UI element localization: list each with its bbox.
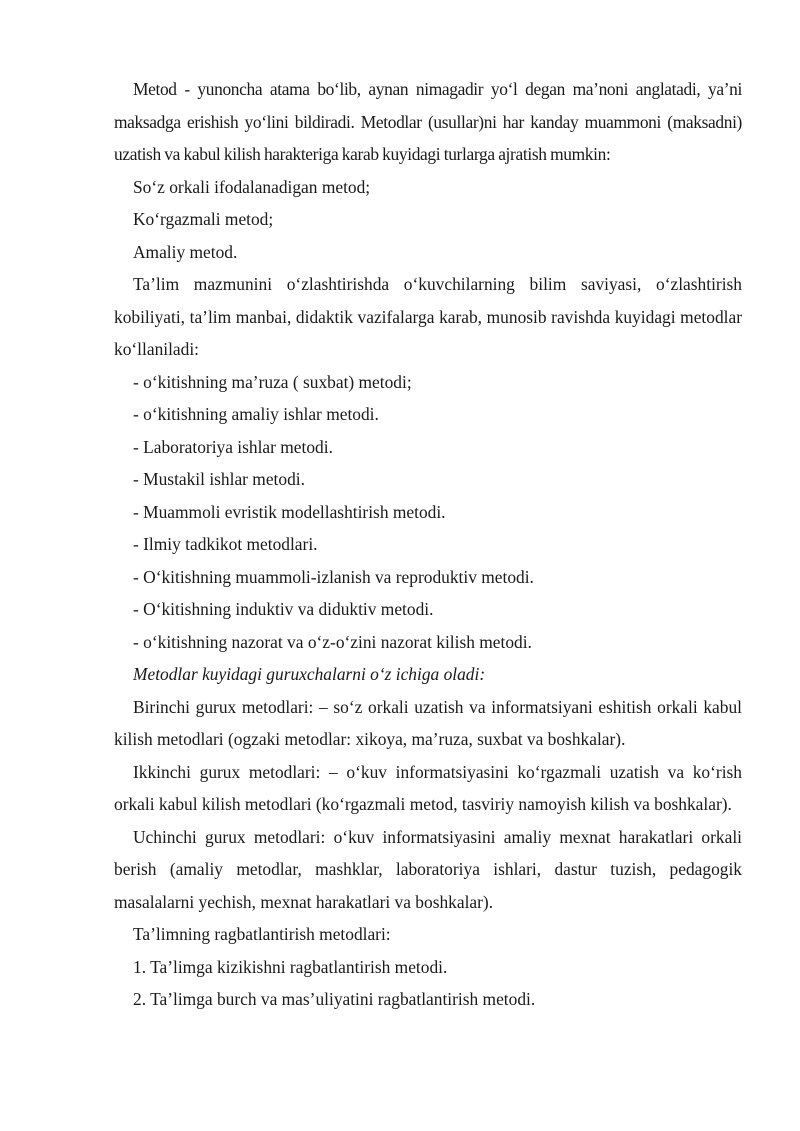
list-item-ilmiy-tadkikot: - Ilmiy tadkikot metodlari.	[133, 534, 318, 554]
document-page	[114, 73, 742, 1016]
list-item-method-verbal: So‘z orkali ifodalanadigan metod;	[133, 176, 371, 197]
list-item-method-visual: Ko‘rgazmali metod;	[133, 209, 274, 229]
list-item-induktiv: - O‘kitishning induktiv va diduktiv metodi.	[133, 599, 434, 619]
list-item-muammoli-evristik: - Muammoli evristik modellashtirish metodi.	[133, 501, 446, 522]
paragraph-ragbatlantirish-heading: Ta’limning ragbatlantirish metodlari:	[133, 924, 391, 944]
list-item-mustakil: - Mustakil ishlar metodi.	[133, 469, 305, 489]
list-item-muammoli-izlanish: - O‘kitishning muammoli-izlanish va reproduktiv metodi.	[133, 566, 534, 587]
subheading-guruxchalar: Metodlar kuyidagi guruxchalarni o‘z ichiga oladi:	[133, 664, 486, 684]
list-item-method-practical: Amaliy metod.	[133, 241, 238, 262]
list-item-laboratoriya: - Laboratoriya ishlar metodi.	[133, 436, 333, 457]
paragraph-uchinchi-gurux: Uchinchi gurux metodlari: o‘kuv informatsiyasini amaliy mexnat harakatlari orkali berish (amaliy metodlar, mashklar, laboratoriya ishlari, dastur tuzish, pedagogik masalalarni yechish, mexnat harakatlari va boshkalar).	[114, 826, 742, 912]
list-item-burch: 2. Ta’limga burch va mas’uliyatini ragbatlantirish metodi.	[133, 989, 536, 1009]
paragraph-talim-mazmuni: Ta’lim mazmunini o‘zlashtirishda o‘kuvchilarning bilim saviyasi, o‘zlashtirish kobiliyati, ta’lim manbai, didaktik vazifalarga karab, munosib ravishda kuyidagi metodlar ko‘llaniladi:	[114, 274, 742, 359]
list-item-kizikish: 1. Ta’limga kizikishni ragbatlantirish metodi.	[133, 956, 448, 977]
paragraph-metod-definition: Metod - yunoncha atama bo‘lib, aynan nimagadir yo‘l degan ma’noni anglatadi, ya’ni maksadga erishish yo‘lini bildiradi. Metodlar (usullar)ni har kanday muammoni (maksadni) uzatish va kabul kilish harakteriga karab kuyidagi turlarga ajratish mumkin:	[114, 79, 742, 164]
list-item-nazorat: - o‘kitishning nazorat va o‘z-o‘zini nazorat kilish metodi.	[133, 631, 532, 652]
paragraph-birinchi-gurux: Birinchi gurux metodlari: – so‘z orkali uzatish va informatsiyani eshitish orkali kabul kilish metodlari (ogzaki metodlar: xikoya, ma’ruza, suxbat va boshkalar).	[114, 696, 742, 749]
list-item-amaliy-ishlar: - o‘kitishning amaliy ishlar metodi.	[133, 404, 379, 424]
paragraph-ikkinchi-gurux: Ikkinchi gurux metodlari: – o‘kuv informatsiyasini ko‘rgazmali uzatish va ko‘rish orkali kabul kilish metodlari (ko‘rgazmali metod, tasviriy namoyish kilish va boshkalar).	[114, 761, 742, 814]
list-item-maruza: - o‘kitishning ma’ruza ( suxbat) metodi;	[133, 371, 412, 392]
